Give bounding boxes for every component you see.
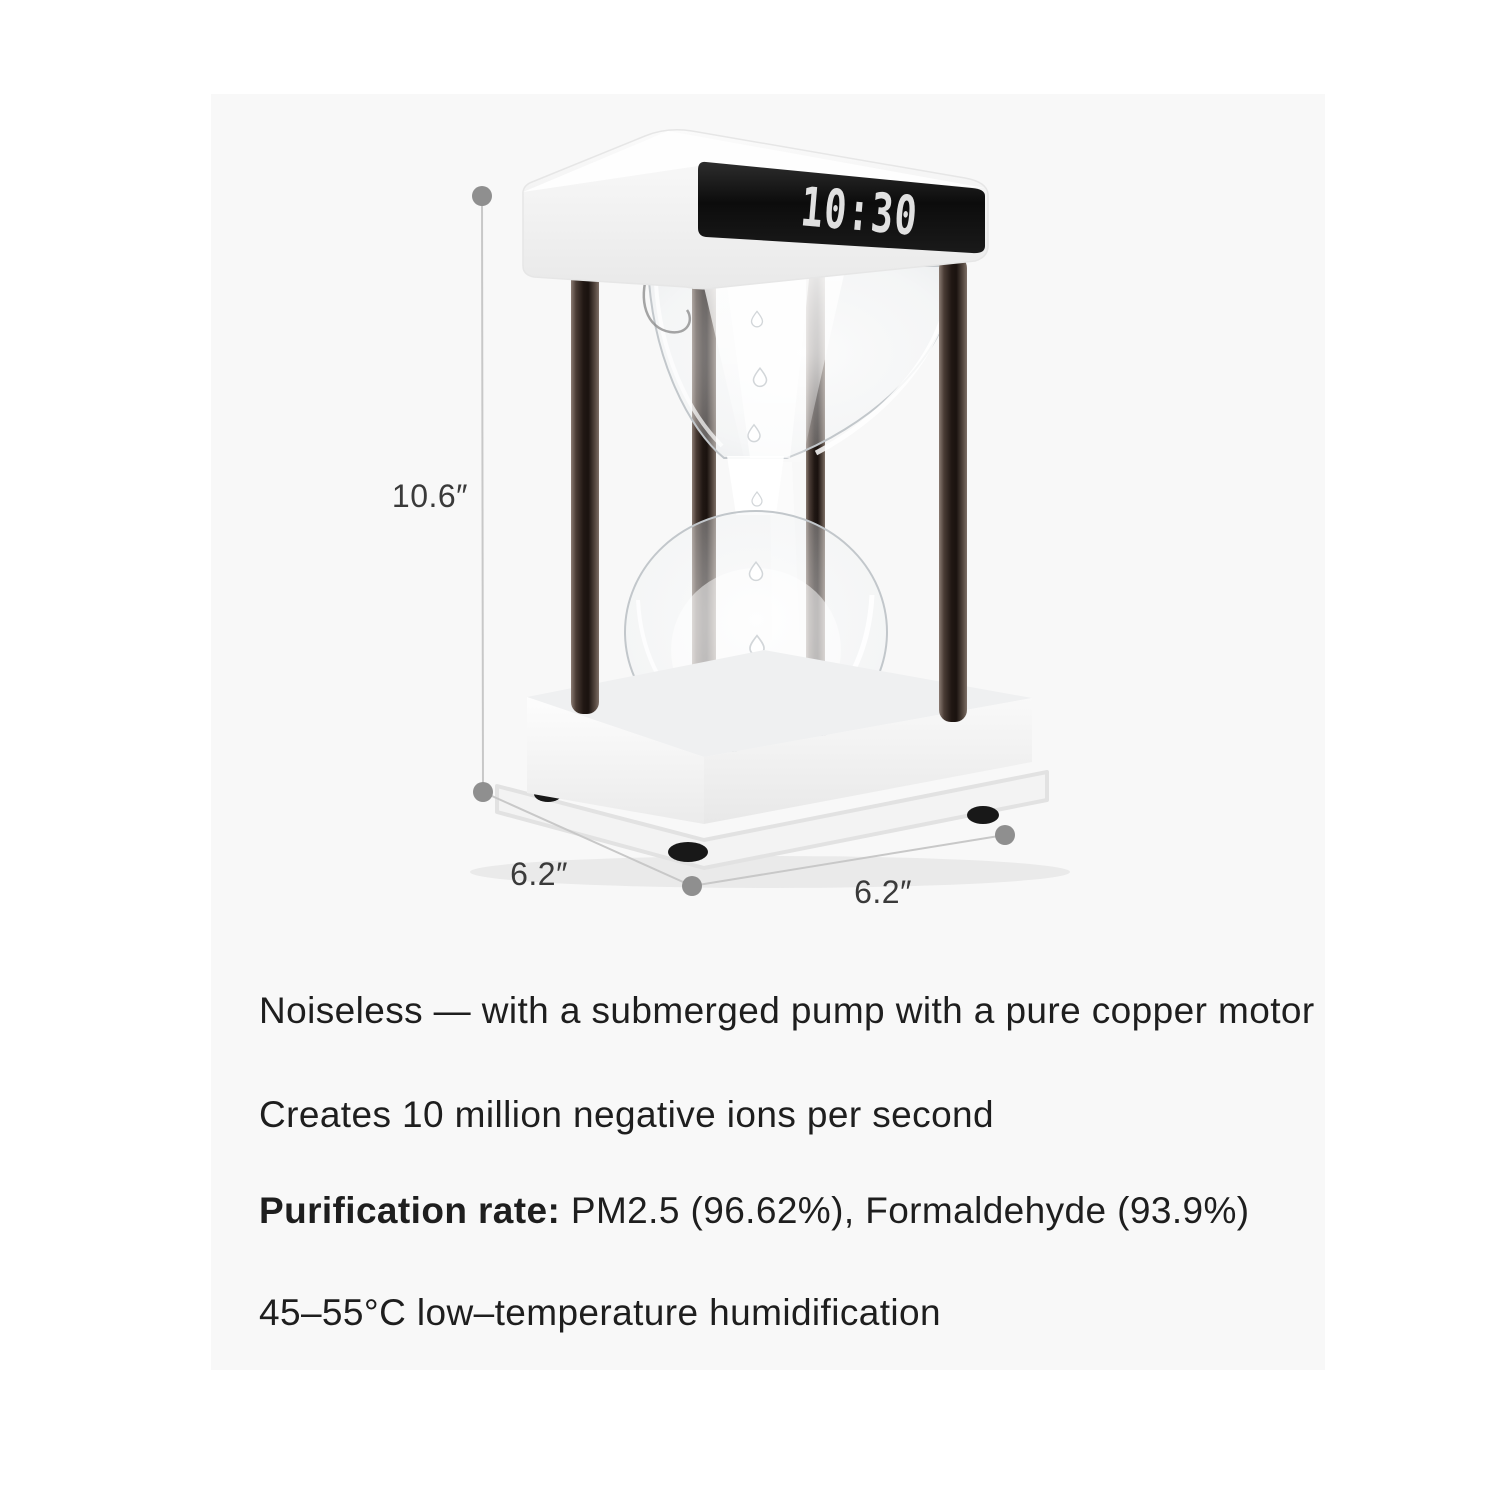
dimension-dot (473, 782, 493, 802)
front-pillar-left (571, 256, 599, 714)
base-foot (967, 806, 999, 824)
base-foot (668, 842, 708, 862)
top-cap (523, 130, 988, 289)
dimension-dot (472, 186, 492, 206)
top-glass-bulb (644, 266, 956, 462)
feature-negative-ions: Creates 10 million negative ions per second (259, 1094, 994, 1135)
feature-humidification: 45–55°C low–temperature humidification (259, 1292, 941, 1333)
front-pillar-right (939, 256, 967, 722)
purification-rate-label: Purification rate: (259, 1190, 561, 1231)
dimension-dot (995, 825, 1015, 845)
feature-noiseless: Noiseless — with a submerged pump with a pure copper motor (259, 990, 1315, 1031)
width-dimension-label: 6.2″ (854, 874, 912, 910)
clock-time: 10:30 (798, 174, 921, 248)
height-dimension-label: 10.6″ (391, 478, 468, 514)
purification-rate-value: PM2.5 (96.62%), Formaldehyde (93.9%) (560, 1190, 1250, 1231)
feature-purification-rate (259, 1190, 1250, 1233)
dimension-dot (682, 876, 702, 896)
depth-dimension-label: 6.2″ (510, 856, 568, 892)
